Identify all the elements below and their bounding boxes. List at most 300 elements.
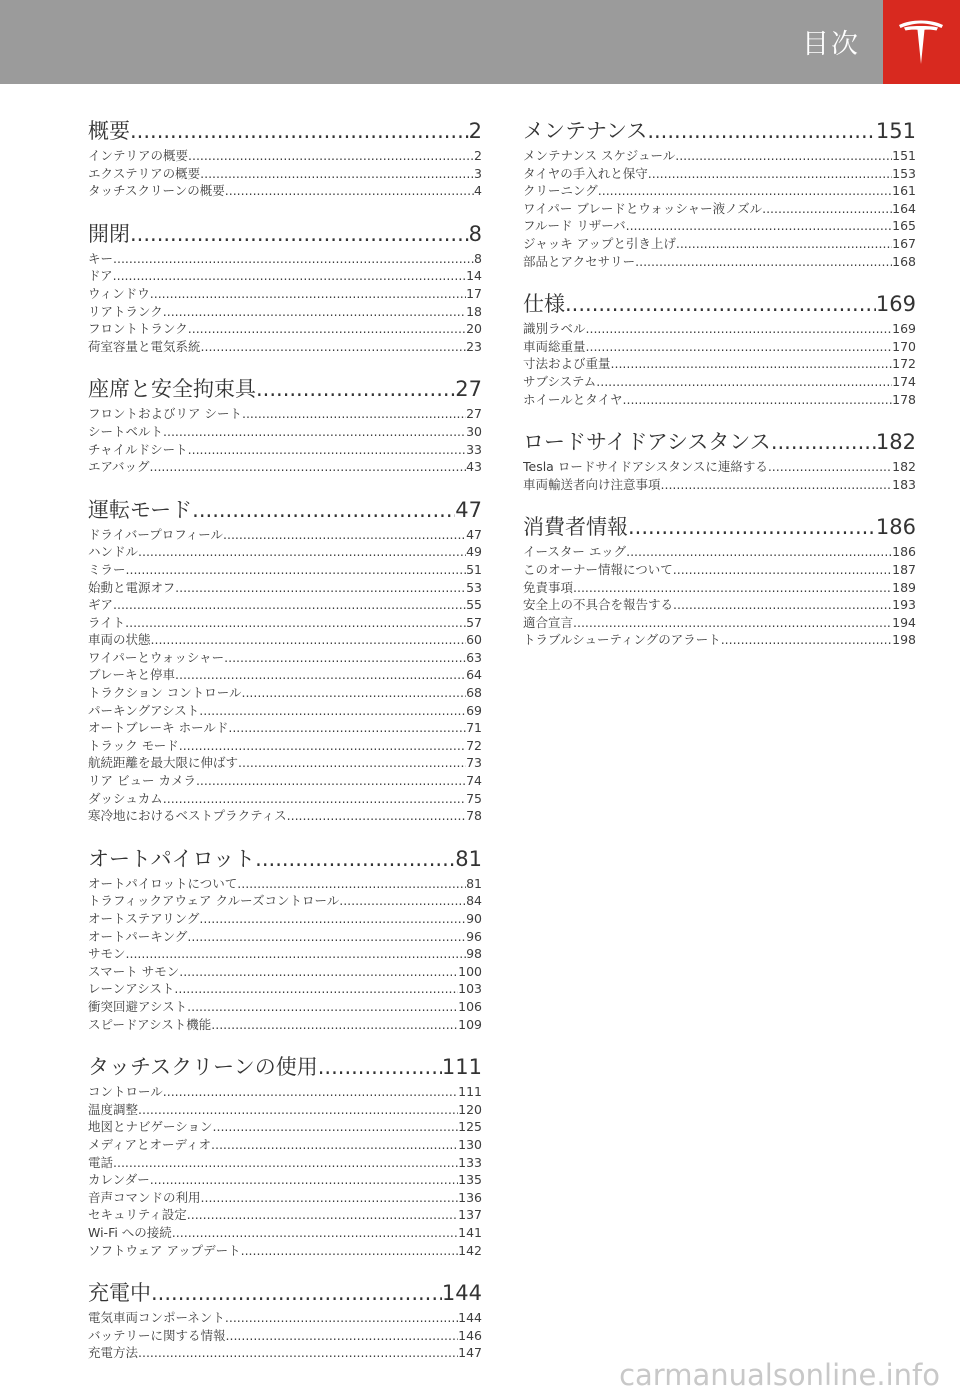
toc-entry[interactable] — [88, 980, 482, 998]
dot-leader — [200, 165, 474, 183]
dot-leader — [721, 631, 892, 649]
tesla-logo-icon — [895, 16, 947, 68]
entry-page-number: 55 — [466, 597, 482, 613]
toc-section — [88, 497, 482, 825]
entry-title: パーキングアシスト — [88, 702, 200, 718]
entry-title: 車両の状態 — [88, 632, 151, 648]
section-page-number: 169 — [875, 292, 916, 317]
toc-section — [88, 1280, 482, 1362]
entry-page-number: 53 — [466, 579, 482, 595]
toc-section-heading[interactable] — [88, 118, 482, 144]
entry-page-number: 182 — [892, 459, 916, 475]
toc-entry[interactable] — [88, 666, 482, 684]
toc-entry[interactable] — [523, 579, 916, 597]
entry-page-number: 125 — [458, 1119, 482, 1135]
entry-page-number: 186 — [892, 544, 916, 560]
tesla-logo — [883, 0, 960, 84]
dot-leader — [226, 1327, 459, 1345]
toc-entry[interactable] — [88, 1224, 482, 1242]
entry-page-number: 43 — [466, 459, 482, 475]
section-page-number: 47 — [455, 497, 482, 522]
entry-title: イースター エッグ — [523, 544, 627, 560]
entry-page-number: 120 — [458, 1101, 482, 1117]
dot-leader — [237, 875, 466, 893]
entry-title: ハンドル — [88, 544, 139, 560]
toc-entry[interactable] — [523, 631, 916, 649]
entry-title: ブレーキと停車 — [88, 667, 176, 683]
dot-leader — [187, 998, 458, 1016]
dot-leader — [163, 1083, 458, 1101]
toc-entry[interactable] — [523, 543, 916, 561]
entry-page-number: 165 — [892, 218, 916, 234]
entry-page-number: 3 — [474, 165, 482, 181]
dot-leader — [223, 526, 466, 544]
dot-leader — [150, 285, 466, 303]
entry-title: サモン — [88, 946, 126, 962]
section-title: ロードサイドアシスタンス — [523, 430, 771, 455]
dot-leader — [598, 182, 892, 200]
entry-title: 電気車両コンポーネント — [88, 1310, 225, 1326]
entry-title: 衝突回避アシスト — [88, 998, 188, 1014]
toc-entry[interactable] — [88, 165, 482, 183]
dot-leader — [125, 614, 466, 632]
dot-leader — [673, 596, 892, 614]
toc-entry[interactable] — [523, 217, 916, 235]
toc-section-heading[interactable] — [88, 1280, 482, 1306]
dot-leader — [626, 217, 893, 235]
entry-page-number: 2 — [474, 148, 482, 163]
toc-entry[interactable] — [88, 1344, 482, 1362]
entry-title: オートパーキング — [88, 928, 188, 944]
entry-title: ワイパー ブレードとウォッシャー液ノズル — [523, 200, 763, 216]
dot-leader — [242, 405, 466, 423]
entry-title: スマート サモン — [88, 963, 180, 979]
toc-entry[interactable] — [88, 543, 482, 561]
section-title: オートパイロット — [88, 846, 256, 871]
dot-leader — [174, 980, 458, 998]
entry-page-number: 187 — [892, 561, 916, 577]
entry-page-number: 170 — [892, 338, 916, 354]
dot-leader — [130, 221, 469, 247]
entry-page-number: 137 — [458, 1207, 482, 1223]
dot-leader — [238, 754, 466, 772]
dot-leader — [661, 476, 893, 494]
toc-entry[interactable] — [88, 303, 482, 321]
toc-section — [88, 846, 482, 1033]
entry-title: ワイパーとウォッシャー — [88, 649, 225, 665]
entry-title: リア ビュー カメラ — [88, 773, 196, 789]
entry-page-number: 111 — [458, 1084, 482, 1100]
dot-leader — [163, 423, 466, 441]
toc-entry[interactable] — [523, 235, 916, 253]
dot-leader — [113, 596, 466, 614]
entry-title: トラフィックアウェア クルーズコントロール — [88, 893, 340, 909]
entry-title: 地図とナビゲーション — [88, 1119, 213, 1135]
entry-title: Tesla ロードサイドアシスタンスに連絡する — [523, 459, 768, 475]
section-title: 充電中 — [88, 1281, 151, 1306]
toc-entry[interactable] — [88, 910, 482, 928]
dot-leader — [586, 338, 893, 356]
entry-title: トラクション コントロール — [88, 685, 242, 701]
dot-leader — [211, 1016, 458, 1034]
entry-title: カレンダー — [88, 1172, 150, 1188]
toc-section — [523, 118, 916, 270]
toc-section-heading[interactable] — [88, 846, 482, 872]
dot-leader — [150, 458, 467, 476]
section-title: 消費者情報 — [523, 515, 628, 540]
entry-page-number: 98 — [466, 946, 482, 962]
toc-section — [88, 221, 482, 356]
entry-title: 航続距離を最大限に伸ばす — [88, 755, 239, 771]
toc-entry[interactable] — [88, 579, 482, 597]
toc-entry[interactable] — [88, 702, 482, 720]
dot-leader — [623, 391, 893, 409]
entry-title: Wi-Fi への接続 — [88, 1224, 172, 1240]
toc-entry[interactable] — [523, 373, 916, 391]
dot-leader — [228, 719, 466, 737]
dot-leader — [675, 147, 892, 165]
toc-entry[interactable] — [523, 596, 916, 614]
toc-entry[interactable] — [88, 1118, 482, 1136]
dot-leader — [188, 320, 466, 338]
entry-title: キー — [88, 250, 114, 266]
dot-leader — [201, 338, 467, 356]
toc-entry[interactable] — [88, 737, 482, 755]
entry-page-number: 130 — [458, 1136, 482, 1152]
toc-entry[interactable] — [88, 1136, 482, 1154]
entry-title: 始動と電源オフ — [88, 579, 176, 595]
dot-leader — [201, 1189, 459, 1207]
toc-entry[interactable] — [88, 875, 482, 893]
toc-entry[interactable] — [88, 684, 482, 702]
toc-section-heading[interactable] — [88, 376, 482, 402]
dot-leader — [565, 291, 876, 317]
entry-title: タイヤの手入れと保守 — [523, 165, 648, 181]
entry-page-number: 194 — [892, 614, 916, 630]
entry-page-number: 172 — [892, 356, 916, 372]
entry-title: このオーナー情報について — [523, 561, 673, 577]
dot-leader — [188, 441, 466, 459]
dot-leader — [611, 355, 893, 373]
dot-leader — [768, 458, 892, 476]
dot-leader — [126, 561, 467, 579]
toc-entry[interactable] — [88, 998, 482, 1016]
toc-entry[interactable] — [88, 526, 482, 544]
entry-page-number: 14 — [466, 268, 482, 284]
entry-page-number: 51 — [466, 561, 482, 577]
toc-entry[interactable] — [523, 338, 916, 356]
entry-title: メディアとオーディオ — [88, 1136, 212, 1152]
toc-section-heading[interactable] — [88, 1054, 482, 1080]
dot-leader — [626, 543, 892, 561]
toc-entry[interactable] — [88, 1206, 482, 1224]
entry-page-number: 47 — [466, 526, 482, 542]
toc-entry[interactable] — [88, 147, 482, 165]
dot-leader — [187, 928, 466, 946]
toc-entry[interactable] — [88, 649, 482, 667]
toc-entry[interactable] — [523, 165, 916, 183]
dot-leader — [771, 429, 876, 455]
dot-leader — [151, 631, 467, 649]
dot-leader — [163, 303, 466, 321]
entry-title: ドライバープロフィール — [88, 526, 224, 542]
entry-title: 音声コマンドの利用 — [88, 1189, 201, 1205]
toc-entry[interactable] — [88, 1327, 482, 1345]
entry-page-number: 81 — [466, 875, 482, 891]
toc-entry[interactable] — [88, 807, 482, 825]
section-page-number: 182 — [875, 430, 916, 455]
toc-entry[interactable] — [523, 182, 916, 200]
section-title: 開閉 — [88, 221, 130, 246]
entry-title: 安全上の不具合を報告する — [523, 597, 674, 613]
toc-section — [523, 429, 916, 493]
section-page-number: 81 — [455, 846, 482, 871]
toc-entry[interactable] — [88, 250, 482, 268]
toc-entry[interactable] — [523, 614, 916, 632]
toc-entry[interactable] — [88, 441, 482, 459]
toc-entry[interactable] — [88, 1016, 482, 1034]
dot-leader — [187, 1206, 458, 1224]
watermark: carmanualsonline.info — [619, 1358, 940, 1392]
entry-title: オートパイロットについて — [88, 875, 238, 891]
dot-leader — [586, 320, 893, 338]
dot-leader — [225, 1309, 458, 1327]
toc-entry[interactable] — [88, 182, 482, 200]
entry-page-number: 144 — [458, 1310, 482, 1326]
dot-leader — [224, 649, 466, 667]
dot-leader — [138, 1344, 458, 1362]
toc-entry[interactable] — [88, 1101, 482, 1119]
entry-page-number: 4 — [474, 183, 482, 199]
page-header — [0, 0, 960, 84]
dot-leader — [179, 737, 466, 755]
toc-entry[interactable] — [88, 928, 482, 946]
dot-leader — [172, 1224, 458, 1242]
section-title: 運転モード — [88, 497, 193, 522]
entry-page-number: 68 — [466, 685, 482, 701]
entry-page-number: 147 — [458, 1345, 482, 1361]
dot-leader — [113, 267, 466, 285]
section-title: 座席と安全拘束具 — [88, 377, 256, 402]
entry-page-number: 8 — [474, 250, 482, 266]
entry-title: メンテナンス スケジュール — [523, 148, 676, 163]
entry-title: ウィンドウ — [88, 285, 150, 301]
entry-page-number: 96 — [466, 928, 482, 944]
toc-entry[interactable] — [88, 596, 482, 614]
entry-page-number: 60 — [466, 632, 482, 648]
toc-section-heading[interactable] — [523, 118, 916, 144]
section-title: 概要 — [88, 119, 130, 143]
entry-title: 車両総重量 — [523, 338, 586, 354]
entry-title: サブシステム — [523, 373, 597, 389]
entry-title: セキュリティ設定 — [88, 1207, 187, 1223]
entry-title: 部品とアクセサリー — [523, 253, 636, 269]
toc-entry[interactable] — [88, 338, 482, 356]
dot-leader — [130, 118, 469, 144]
entry-page-number: 71 — [466, 720, 482, 736]
entry-page-number: 178 — [892, 391, 916, 407]
toc-entry[interactable] — [88, 963, 482, 981]
toc-entry[interactable] — [88, 1154, 482, 1172]
toc-entry[interactable] — [523, 355, 916, 373]
dot-leader — [175, 579, 466, 597]
entry-page-number: 161 — [892, 183, 916, 199]
entry-page-number: 17 — [466, 285, 482, 301]
toc-entry[interactable] — [523, 458, 916, 476]
dot-leader — [138, 1101, 458, 1119]
entry-title: ライト — [88, 614, 126, 630]
toc-entry[interactable] — [88, 790, 482, 808]
dot-leader — [188, 147, 474, 165]
section-page-number: 144 — [441, 1281, 482, 1306]
entry-title: ミラー — [88, 561, 126, 577]
toc-entry[interactable] — [88, 754, 482, 772]
entry-page-number: 74 — [466, 773, 482, 789]
entry-page-number: 84 — [466, 893, 482, 909]
entry-title: ソフトウェア アップデート — [88, 1242, 241, 1258]
dot-leader — [573, 614, 892, 632]
toc-entry[interactable] — [523, 253, 916, 271]
dot-leader — [676, 235, 892, 253]
toc-entry[interactable] — [88, 320, 482, 338]
entry-page-number: 164 — [892, 200, 916, 216]
entry-title: 充電方法 — [88, 1345, 139, 1361]
toc-entry[interactable] — [88, 1171, 482, 1189]
dot-leader — [256, 376, 455, 402]
dot-leader — [318, 1054, 442, 1080]
toc-entry[interactable] — [88, 945, 482, 963]
section-page-number: 111 — [441, 1055, 482, 1080]
toc-entry[interactable] — [88, 631, 482, 649]
entry-title: 識別ラベル — [523, 321, 586, 337]
entry-page-number: 78 — [466, 808, 482, 824]
toc-entry[interactable] — [88, 561, 482, 579]
dot-leader — [573, 579, 892, 597]
section-page-number: 151 — [875, 119, 916, 143]
dot-leader — [225, 182, 474, 200]
entry-title: レーンアシスト — [88, 981, 175, 997]
entry-page-number: 151 — [892, 148, 916, 163]
entry-title: 寒冷地におけるベストプラクティス — [88, 808, 287, 824]
entry-page-number: 20 — [466, 321, 482, 337]
toc-entry[interactable] — [523, 320, 916, 338]
entry-page-number: 23 — [466, 338, 482, 354]
dot-leader — [179, 963, 458, 981]
toc-section — [88, 118, 482, 200]
entry-page-number: 73 — [466, 755, 482, 771]
entry-page-number: 49 — [466, 544, 482, 560]
dot-leader — [163, 790, 466, 808]
toc-entry[interactable] — [88, 458, 482, 476]
dot-leader — [126, 945, 467, 963]
dot-leader — [151, 1280, 442, 1306]
toc-section-heading[interactable] — [88, 221, 482, 247]
entry-title: オートステアリング — [88, 911, 200, 926]
section-page-number: 27 — [455, 377, 482, 402]
toc-section — [88, 376, 482, 475]
toc-entry[interactable] — [88, 285, 482, 303]
toc-section-heading[interactable] — [523, 429, 916, 455]
entry-title: 適合宣言 — [523, 614, 574, 630]
entry-title: エアバッグ — [88, 459, 150, 475]
entry-title: フロントおよびリア シート — [88, 406, 242, 422]
entry-page-number: 27 — [466, 406, 482, 422]
dot-leader — [628, 514, 876, 540]
section-page-number: 186 — [875, 515, 916, 540]
entry-page-number: 33 — [466, 441, 482, 457]
dot-leader — [150, 1171, 458, 1189]
toc-entry[interactable] — [88, 614, 482, 632]
entry-title: タッチスクリーンの概要 — [88, 183, 225, 199]
entry-page-number: 198 — [892, 632, 916, 648]
section-page-number: 2 — [468, 119, 482, 143]
entry-title: ホイールとタイヤ — [523, 391, 623, 407]
entry-page-number: 146 — [458, 1327, 482, 1343]
toc-entry[interactable] — [88, 1309, 482, 1327]
entry-page-number: 167 — [892, 235, 916, 251]
entry-title: オートブレーキ ホールド — [88, 720, 229, 736]
toc-section-heading[interactable] — [88, 497, 482, 523]
toc-section — [88, 1054, 482, 1259]
entry-title: チャイルドシート — [88, 441, 188, 457]
section-title: メンテナンス — [523, 119, 648, 143]
section-title: 仕様 — [523, 292, 565, 317]
toc-entry[interactable] — [88, 772, 482, 790]
entry-title: 免責事項 — [523, 579, 574, 595]
toc-section — [523, 291, 916, 408]
entry-page-number: 168 — [892, 253, 916, 269]
toc-entry[interactable] — [88, 1189, 482, 1207]
toc-section-heading[interactable] — [523, 514, 916, 540]
dot-leader — [113, 250, 474, 268]
entry-page-number: 69 — [466, 702, 482, 718]
entry-title: シートベルト — [88, 423, 164, 439]
entry-title: ジャッキ アップと引き上げ — [523, 235, 676, 251]
entry-page-number: 75 — [466, 790, 482, 806]
toc-entry[interactable] — [88, 1083, 482, 1101]
entry-page-number: 183 — [892, 476, 916, 492]
entry-title: リアトランク — [88, 303, 163, 319]
dot-leader — [196, 772, 466, 790]
toc-entry[interactable] — [88, 892, 482, 910]
entry-page-number: 90 — [466, 911, 482, 926]
toc-entry[interactable] — [523, 147, 916, 165]
toc-entry[interactable] — [88, 267, 482, 285]
entry-title: コントロール — [88, 1084, 163, 1100]
toc-entry[interactable] — [523, 476, 916, 494]
dot-leader — [211, 1136, 458, 1154]
toc-entry[interactable] — [523, 391, 916, 409]
toc-entry[interactable] — [88, 405, 482, 423]
entry-title: ギア — [88, 597, 114, 613]
toc-entry[interactable] — [523, 200, 916, 218]
entry-page-number: 100 — [458, 963, 482, 979]
toc-entry[interactable] — [523, 561, 916, 579]
entry-title: スピードアシスト機能 — [88, 1016, 212, 1032]
entry-page-number: 109 — [458, 1016, 482, 1032]
toc-entry[interactable] — [88, 719, 482, 737]
dot-leader — [241, 1242, 459, 1260]
entry-title: クリーニング — [523, 183, 598, 199]
toc-entry[interactable] — [88, 1242, 482, 1260]
dot-leader — [199, 910, 466, 928]
toc-entry[interactable] — [88, 423, 482, 441]
entry-page-number: 142 — [458, 1242, 482, 1258]
toc-section-heading[interactable] — [523, 291, 916, 317]
dot-leader — [241, 684, 466, 702]
entry-title: 電話 — [88, 1154, 114, 1170]
entry-page-number: 72 — [466, 737, 482, 753]
